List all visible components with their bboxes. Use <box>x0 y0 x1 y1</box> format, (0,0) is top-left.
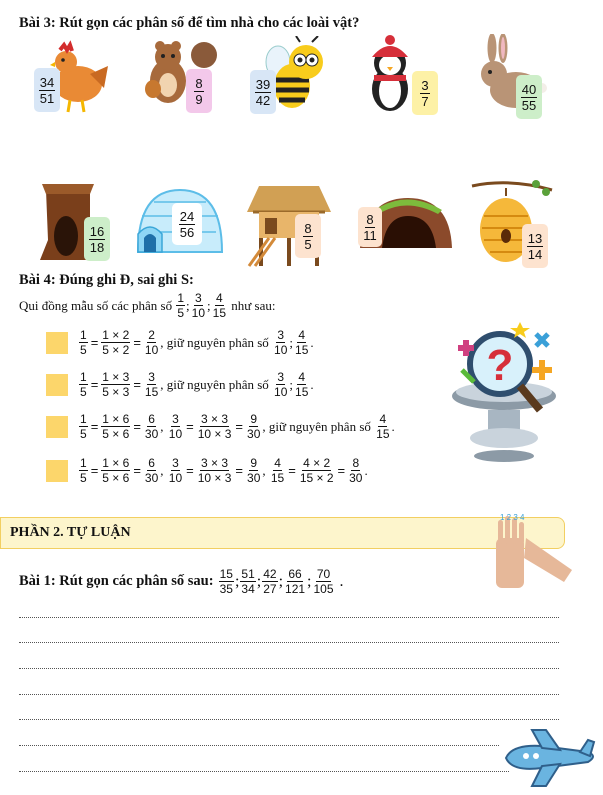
fraction-8-11: $\frac{8}{11}$ <box>363 211 377 243</box>
answer-line-5[interactable] <box>19 719 559 720</box>
exercise-4-intro: Qui đồng mẫu số các phân số $\frac{1}{5}$ ; $\frac{3}{10}$ ; $\frac{4}{15}$ như sau: <box>19 291 276 320</box>
exercise-3-title: Bài 3: Rút gọn các phân số để tìm nhà cho các loài vật? <box>19 15 360 31</box>
fraction-1-5: $\frac{1}{5}$ <box>177 291 185 320</box>
question-magnifier-icon <box>448 318 560 464</box>
counting-hand-icon <box>486 512 578 590</box>
exercise-1-line: Bài 1: Rút gọn các phân số sau: $\frac{15}{35}$ ; $\frac{51}{34}$ ; $\frac{42}{27}$ ; $\frac{66}{121}$ ; $\frac{70}{105}$ . <box>19 567 344 596</box>
fraction-39-42: $\frac{39}{42}$ <box>255 76 271 108</box>
fraction-51-34: $\frac{51}{34}$ <box>241 567 255 596</box>
chicken-fraction-tag <box>34 68 60 112</box>
part-2-title: PHẦN 2. TỰ LUẬN <box>10 525 131 540</box>
trunk-fraction-tag <box>84 217 110 261</box>
answer-row-1: $\frac{1}{5}$ = $\frac{1 \times 2}{5 \times 2}$ = $\frac{2}{10}$ , giữ nguyên phân số $\frac{3}{10}$ ; $\frac{4}{15}$ . <box>46 329 314 356</box>
igloo-fraction-tag <box>172 203 202 245</box>
burrow-fraction-tag <box>358 207 382 247</box>
answer-box-2[interactable] <box>46 374 68 396</box>
penguin-fraction-tag <box>412 71 438 115</box>
fraction-3-10: $\frac{3}{10}$ <box>191 291 206 320</box>
answer-box-4[interactable] <box>46 460 68 482</box>
penguin-icon <box>362 35 418 115</box>
exercise-4-title: Bài 4: Đúng ghi Đ, sai ghi S: <box>19 272 194 288</box>
fraction-8-9: $\frac{8}{9}$ <box>195 75 203 107</box>
fraction-13-14: $\frac{13}{14}$ <box>527 230 543 262</box>
fraction-70-105: $\frac{70}{105}$ <box>313 567 334 596</box>
stilt-house-fraction-tag <box>295 214 321 258</box>
answer-line-7[interactable] <box>19 771 509 772</box>
fraction-34-51: $\frac{34}{51}$ <box>39 74 55 106</box>
answer-line-4[interactable] <box>19 694 559 695</box>
svg-text:?: ? <box>486 341 514 390</box>
answer-line-2[interactable] <box>19 642 559 643</box>
fraction-42-27: $\frac{42}{27}$ <box>263 567 277 596</box>
fraction-66-121: $\frac{66}{121}$ <box>285 567 306 596</box>
magnifier-illustration <box>448 318 560 464</box>
counting-hand-illustration <box>486 512 578 590</box>
part-2-banner <box>0 517 565 549</box>
fraction-8-5: $\frac{8}{5}$ <box>304 220 312 252</box>
fraction-15-35: $\frac{15}{35}$ <box>219 567 233 596</box>
exercise-1-title: Bài 1: Rút gọn các phân số sau: <box>19 573 214 589</box>
answer-box-1[interactable] <box>46 332 68 354</box>
answer-line-1[interactable] <box>19 617 559 618</box>
beehive-fraction-tag <box>522 224 548 268</box>
bee-fraction-tag <box>250 70 276 114</box>
answer-box-3[interactable] <box>46 416 68 438</box>
airplane-illustration <box>502 728 598 788</box>
rabbit-fraction-tag <box>516 75 542 119</box>
fraction-24-56: $\frac{24}{56}$ <box>179 208 195 240</box>
answer-row-2: $\frac{1}{5}$ = $\frac{1 \times 3}{5 \times 3}$ = $\frac{3}{15}$ , giữ nguyên phân số $\frac{3}{10}$ ; $\frac{4}{15}$ . <box>46 371 314 398</box>
answer-row-4: $\frac{1}{5}$ = $\frac{1 \times 6}{5 \times 6}$ = $\frac{6}{30}$ , $\frac{3}{10}$ = $\frac{3 \times 3}{10 \times 3}$ = $\frac{9}{30}$ , $\frac{4}{15}$ = $\frac{4 \times 2}{15 \times 2}$ = $\frac{8}{30}$ . <box>46 457 368 484</box>
fraction-4-15: $\frac{4}{15}$ <box>212 291 226 320</box>
fraction-3-7: $\frac{3}{7}$ <box>421 77 429 109</box>
answer-line-3[interactable] <box>19 668 559 669</box>
squirrel-fraction-tag <box>186 69 212 113</box>
fraction-16-18: $\frac{16}{18}$ <box>89 223 105 255</box>
svg-text:1 2 3 4: 1 2 3 4 <box>500 513 525 522</box>
answer-line-6[interactable] <box>19 745 499 746</box>
penguin-illustration <box>362 35 418 115</box>
fraction-40-55: $\frac{40}{55}$ <box>521 81 537 113</box>
airplane-icon <box>502 728 598 788</box>
answer-row-3: $\frac{1}{5}$ = $\frac{1 \times 6}{5 \times 6}$ = $\frac{6}{30}$ , $\frac{3}{10}$ = $\frac{3 \times 3}{10 \times 3}$ = $\frac{9}{30}$ , giữ nguyên phân số $\frac{4}{15}$ . <box>46 413 395 440</box>
